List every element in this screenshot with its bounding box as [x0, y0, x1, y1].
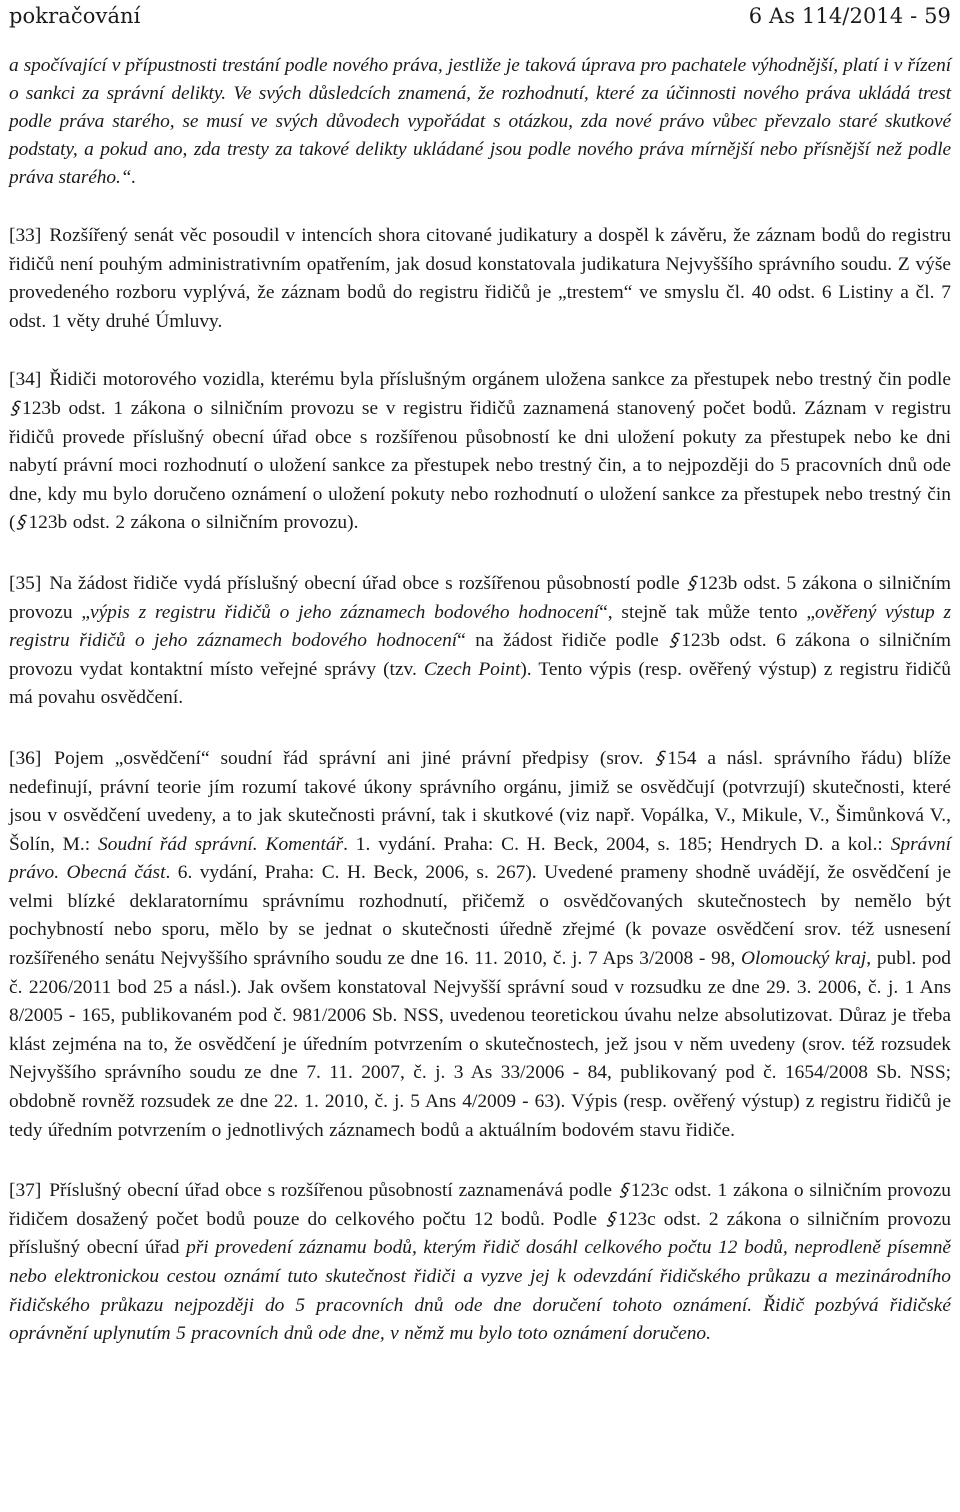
emphasis-text: Olomoucký kraj — [741, 948, 867, 970]
paragraph-text: 123b odst. 1 zákona o silničním provozu se v registru řidičů zaznamená stanovený počet bodů. Záznam v registru řidičů provede příslušný obecní úřad obce s rozšířenou působností ke dni uložení pokuty za přestupek nebo ke dni nabytí právní moci rozhodnutí o uložení sankce za přestupek nebo trestný čin, a to nejpozději do 5 pracovních dnů ode dne, kdy mu bylo doručeno oznámení o uložení pokuty nebo rozhodnutí o uložení sankce za přestupek nebo trestný čin ( — [9, 397, 951, 534]
paragraph-number: [33] — [9, 225, 42, 246]
paragraph-text: 123b odst. 2 zákona o silničním provozu). — [28, 512, 359, 534]
paragraph-text: . 6. vydání, Praha: C. H. Beck, 2006, s. 267). Uvedené prameny shodně uvádějí, že osvědčení je velmi blízké deklaratornímu správnímu rozhodnutí, přičemž o osvědčovaných skutečnostech by nemělo být pochybností nebo sporu, mělo by se jednat o skutečnosti úředně zřejmé (k povaze osvědčení srov. též usnesení rozšířeného senátu Nejvyššího správního soudu ze dne 16. 11. 2010, č. j. 7 Aps 3/2008 - 98, — [9, 862, 951, 970]
paragraph-33 — [9, 222, 951, 336]
section-sign-icon: § — [684, 572, 701, 594]
emphasis-text: Správní právo. Obecná část — [9, 833, 952, 884]
paragraph-37 — [9, 1177, 951, 1349]
paragraph-34 — [9, 366, 951, 538]
paragraph-number: [36] — [9, 747, 42, 769]
emphasis-text: výpis z registru řidičů o jeho záznamech bodového hodnocení — [89, 601, 600, 623]
paragraph-text: Na žádost řidiče vydá příslušný obecní úřad obce s rozšířenou působností podle — [49, 572, 680, 594]
header-continuation: pokračování — [9, 4, 141, 28]
paragraph-text: 154 a násl. správního řádu) blíže nedefinují, právní teorie jím rozumí takové úkony správního orgánu, jimiž se osvědčují (potvrzují) skutečnosti, které jsou v osvědčení uvedeny, a to jak skutečnosti právní, tak i skutkové (viz např. Vopálka, V., Mikule, V., Šimůnková V., Šolín, M.: — [9, 747, 951, 855]
section-sign-icon: § — [667, 630, 683, 652]
paragraph-text: ). Tento výpis (resp. ověřený výstup) z registru řidičů má povahu osvědčení. — [9, 658, 951, 709]
paragraph-number: [34] — [9, 369, 42, 391]
section-sign-icon: § — [7, 397, 24, 419]
section-sign-icon: § — [603, 1208, 620, 1230]
paragraph-text: 123b odst. 6 zákona o silničním provozu vydat kontaktní místo veřejné správy (tzv. — [9, 630, 951, 680]
section-sign-icon: § — [653, 747, 669, 769]
paragraph-text: Příslušný obecní úřad obce s rozšířenou působností zaznamenává podle — [49, 1180, 613, 1202]
emphasis-text: při provedení záznamu bodů, kterým řidič dosáhl celkového počtu 12 bodů, neprodleně písemně nebo elektronickou cestou oznámí tuto skutečnost řidiči a vyzve jej k odevzdání řidičského průkazu a mezinárodního řidičského průkazu nejpozději do 5 pracovních dnů ode dne doručení tohoto oznámení. Řidič pozbývá řidičské oprávnění uplynutím 5 pracovních dnů ode dne, v němž mu bylo toto oznámení doručeno. — [9, 1237, 951, 1345]
paragraph-text: , publ. pod č. 2206/2011 bod 25 a násl.). Jak ovšem konstatoval Nejvyšší správní soud v rozsudku ze dne 29. 3. 2006, č. j. 1 Ans 8/2005 - 165, publikovaném pod č. 981/2006 Sb. NSS, uvedenou teoretickou úvahu nelze absolutizovat. Důraz je třeba klást zejména na to, že osvědčení je úředním potvrzením o skutečnostech, jež jsou v něm uvedeny (srov. též rozsudek Nejvyššího správního soudu ze dne 7. 11. 2007, č. j. 3 As 33/2006 - 84, publikovaný pod č. 1654/2008 Sb. NSS; obdobně rovněž rozsudek ze dne 22. 1. 2010, č. j. 5 Ans 4/2009 - 63). Výpis (resp. ověřený výstup) z registru řidičů je tedy úředním potvrzením o jednotlivých záznamech bodů a aktuálním bodovém stavu řidiče. — [9, 948, 951, 1141]
paragraph-text: 123b odst. 5 zákona o silničním provozu „ — [9, 572, 951, 623]
section-sign-icon: § — [616, 1180, 633, 1202]
case-number: 6 As 114/2014 - 59 — [748, 4, 951, 28]
paragraph-text: Řidiči motorového vozidla, kterému byla příslušným orgánem uložena sankce za přestupek nebo trestný čin podle — [49, 369, 951, 391]
paragraph-text: “, stejně tak může tento „ — [599, 601, 815, 623]
section-sign-icon: § — [14, 512, 31, 534]
page-header — [9, 0, 951, 40]
paragraph-text: Pojem „osvědčení“ soudní řád správní ani jiné právní předpisy (srov. — [54, 747, 644, 769]
paragraph-number: [37] — [9, 1180, 42, 1202]
paragraph-number: [35] — [9, 572, 42, 594]
paragraph-text: . 1. vydání. Praha: C. H. Beck, 2004, s. 185; Hendrych D. a kol.: — [343, 833, 891, 855]
quoted-passage: a spočívající v přípustnosti trestání podle nového práva, jestliže je taková úprava pro pachatele výhodnější, platí i v řízení o sankci za správní delikty. Ve svých důsledcích znamená, že rozhodnutí, které za účinnosti nového práva ukládá trest podle práva starého, se musí ve svých důvodech vypořádat s otázkou, zda nové právo vůbec převzalo staré skutkové podstaty, a pokud ano, zda tresty za takové delikty ukládané jsou podle nového práva mírnější nebo přísnější než podle práva starého.“. — [9, 55, 951, 188]
emphasis-text: Czech Point — [423, 658, 521, 680]
paragraph-36 — [9, 745, 951, 1145]
paragraph-text: “ na žádost řidiče podle — [457, 630, 659, 652]
emphasis-text: ověřený výstup z registru řidičů o jeho záznamech bodového hodnocení — [9, 601, 951, 652]
paragraph-text: Rozšířený senát věc posoudil v intencích shora citované judikatury a dospěl k závěru, že záznam bodů do registru řidičů není pouhým administrativním opatřením, jak dosud konstatovala judikatura Nejvyššího správního soudu. Z výše provedeného rozboru vyplývá, že záznam bodů do registru řidičů je „trestem“ ve smyslu čl. 40 odst. 6 Listiny a čl. 7 odst. 1 věty druhé Úmluvy. — [9, 225, 951, 332]
paragraph-text: 123c odst. 1 zákona o silničním provozu řidičem dosažený počet bodů pouze do celkového počtu 12 bodů. Podle — [9, 1180, 951, 1230]
paragraph-text: 123c odst. 2 zákona o silničním provozu příslušný obecní úřad — [9, 1208, 952, 1259]
paragraph-35 — [9, 570, 951, 713]
emphasis-text: Soudní řád správní. Komentář — [98, 833, 344, 855]
